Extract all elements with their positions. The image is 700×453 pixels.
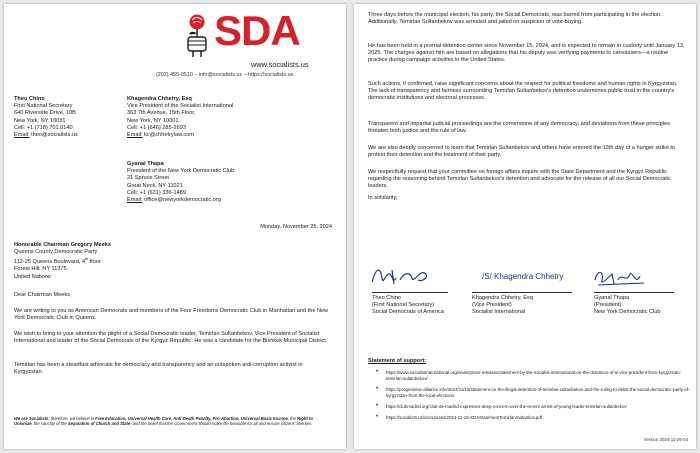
sender-email-link[interactable]: kc@chhetrylaw.com [144,132,194,139]
signer-role: (President) [594,302,622,309]
body-paragraph: He has been held in a pretrial detention center since November 15, 2024, and is expected to remain in custody until January 13, 2025. The charges against him are based on allegations that his deputy was verifying payments to canvassers—a routine practice during campaign activities in the United States. [368,43,685,64]
signer-block-khagendra [472,295,533,317]
sender-block-gyanal [127,161,332,204]
signer-name: Gyanal Thapa [594,295,630,301]
sender-address-line: New York, NY 10031 [14,117,66,124]
footer-manifesto [14,416,326,427]
letter-page-2 [354,4,696,449]
body-paragraph: Three days before the municipal election, his party, the Social Democrats, was barred from participating in the election. Additionally, Temirlan Sultanbekov was arrested and jailed on suspicion of vote-buying. [368,12,662,26]
signer-block-gyanal [594,295,661,317]
letter-page-1 [4,4,346,449]
recipient-name: Honorable Chairman Gregory Meeks [14,242,111,248]
body-paragraph: We are also deeply concerned to learn that Temirlan Sultanbekov and others have entered the 13th day of a hunger strike to protest their detention and the treatment of their party. [368,145,676,159]
recipient-org: Queens County Democratic Party [14,249,98,256]
signer-role: (Vice President) [472,302,512,309]
footnote-bold: We are Socialists [14,416,49,421]
footnote-text: , the [287,416,298,421]
sender-cell: Cell: +1 (631) 336-1489 [127,189,186,196]
document-version: Version 2024-11-25-04 [643,437,688,442]
sender-address-line: 363 7th Avenue, 15th Floor, [127,110,196,117]
signer-role: (First National Secretary) [372,302,435,309]
contact-line: (202) 455-0510 – info@socialists.us – https://socialists.us [156,72,294,78]
sender-address-line: 21 Spruce Street [127,175,169,182]
sender-name: Khagendra Chhetry, Esq [127,96,192,102]
sender-email-row [127,132,332,139]
email-label: Email: [14,132,30,139]
signer-block-theo [372,295,444,317]
recipient-block [14,242,214,281]
sender-address-line: Great Neck, NY 11021 [127,182,183,189]
signature-khagendra: /S/ Khagendra Chhetry [482,272,564,281]
footnote-text: ; therefore, we believe in [48,416,96,421]
signer-name: Theo Chino [372,295,401,301]
signature-gyanal-icon [592,266,648,290]
footnote-text: , and the belief that the Government should make life bearable for all and ensure citizens' liberties. [130,421,313,427]
brand-name: SDA [214,7,300,54]
footnote-bold: Separation of Church and State [67,421,131,427]
body-paragraph: Temirlan has been a steadfast advocate for democracy and transparency and an outspoken anti-corruption activist in Kyrgyzstan. [14,362,303,376]
sender-email-row [127,197,332,204]
rose-fist-logo-icon [180,13,214,57]
sender-address-line: 640 Riverside Drive, 10B [14,110,76,117]
recipient-address-line: Forest Hill, NY 11375 [14,266,67,273]
body-paragraph: We wish to bring to your attention the plight of a Social Democratic leader, Temirlan Sultanbekov, Vice President of Socialist International and leader of the Social Democrats of the Kyrgyz Republic. He was a candidate for the Bishkek Municipal District. [14,331,328,345]
footnote-bold: Free Education, Universal Health Care, Anti-Death Penalty, Pro-Abortion, Universal Basic Income [95,416,288,421]
sender-email-link[interactable]: office@newyorkdemocratic.org [144,197,221,204]
statement-of-support-heading: Statement of support: [368,358,427,364]
website-url[interactable]: www.socialists.us [251,60,309,69]
signer-name: Khagendra Chhetry, Esq [472,295,533,301]
sender-cell: Cell: +1 (646) 285-2693 [127,124,186,131]
footnote-bold: Right to Unionize [14,416,313,427]
body-paragraph: We respectfully request that your committee on foreign affairs inquire with the State Department and the Kyrgyz Republic regarding the reasoning behind Temirlan Sultanbekov's detention and advocate for the release of all our Social Democratic leaders. [368,169,671,190]
signer-org: New York Democratic Club [594,309,661,316]
email-label: Email: [127,197,143,204]
sender-address-line: New York, NY 10001 [127,117,179,124]
signer-org: Socialist International [472,309,526,316]
sender-name: Gyanal Thapa [127,161,164,167]
footnote-text: , the sanctity of the [31,421,68,427]
recipient-address-line [14,256,214,266]
body-paragraph: Such actions, if confirmed, raise significant concerns about the respect for political freedoms and human rights in Kyrgyzstan. The lack of transparency and fairness surrounding Temirlan Sultanbekov's detention undermines public trust in the country's democratic institutions and electoral processes. [368,81,678,102]
sender-role: First National Secretary [14,103,73,110]
sender-email-link[interactable]: theo@socialists.us [31,132,78,139]
sender-role: President of the New York Democratic Club [127,168,235,175]
ordinal-suffix: th [85,257,89,262]
sender-name: Theo Chino [14,96,45,102]
closing-line: In solidarity, [368,195,398,201]
recipient-address-line: United Nations [14,273,51,280]
sender-cell: Cell: +1 (718) 701.0140 [14,124,73,131]
signature-theo-icon [370,264,430,290]
recipient-address-text: floor [88,259,101,266]
body-paragraph: We are writing to you as American Democrats and members of the Four Freedoms Democratic Club in Manhattan and the New York Democratic Club in Queens. [14,308,329,322]
recipient-address-text: 112-25 Queens Boulevard, 4 [14,259,86,266]
sender-email-row [14,132,122,139]
support-link[interactable]: • https://progressive-alliance.info/2024/11/16/statement-on-the-illegal-detention-of-temirlan-sultanbekov-and-the-ruling-to-delist-the-social-democratic-party-of-kyrgyzstan-from-the-local-elections [368,387,690,399]
sender-block-theo [14,96,122,139]
body-paragraph: Transparent and impartial judicial proceedings are the cornerstone of any democracy, and deviations from these principles threaten both justice and the rule of law. [368,121,670,135]
support-links-list [368,370,690,427]
sender-block-khagendra [127,96,332,139]
sender-role: Vice President of the Socialist International [127,103,234,110]
email-label: Email: [127,132,143,139]
signer-org: Social Democrats of America [372,309,444,316]
salutation: Dear Chairman Meeks, [14,292,72,298]
support-link[interactable]: • https://clubmadrid.org/club-de-madrid-expresses-deep-concern-over-the-recent-arrest-of-young-leader-temirlan-sultanbekov [368,404,690,410]
support-link[interactable]: • https://www.socialistinternational.org/news/press-releases/statement-by-the-socialist-international-on-the-detention-of-si-vice-president-from-kyrgyzstan-temirlan-sultanbekov/ [368,370,690,382]
letter-date: Monday, November 25, 2024 [260,224,332,230]
support-link[interactable]: • https://socialists.us/docs/press/2024-11-15-SDAStatementTemirlanSultankov.pdf [368,415,690,421]
